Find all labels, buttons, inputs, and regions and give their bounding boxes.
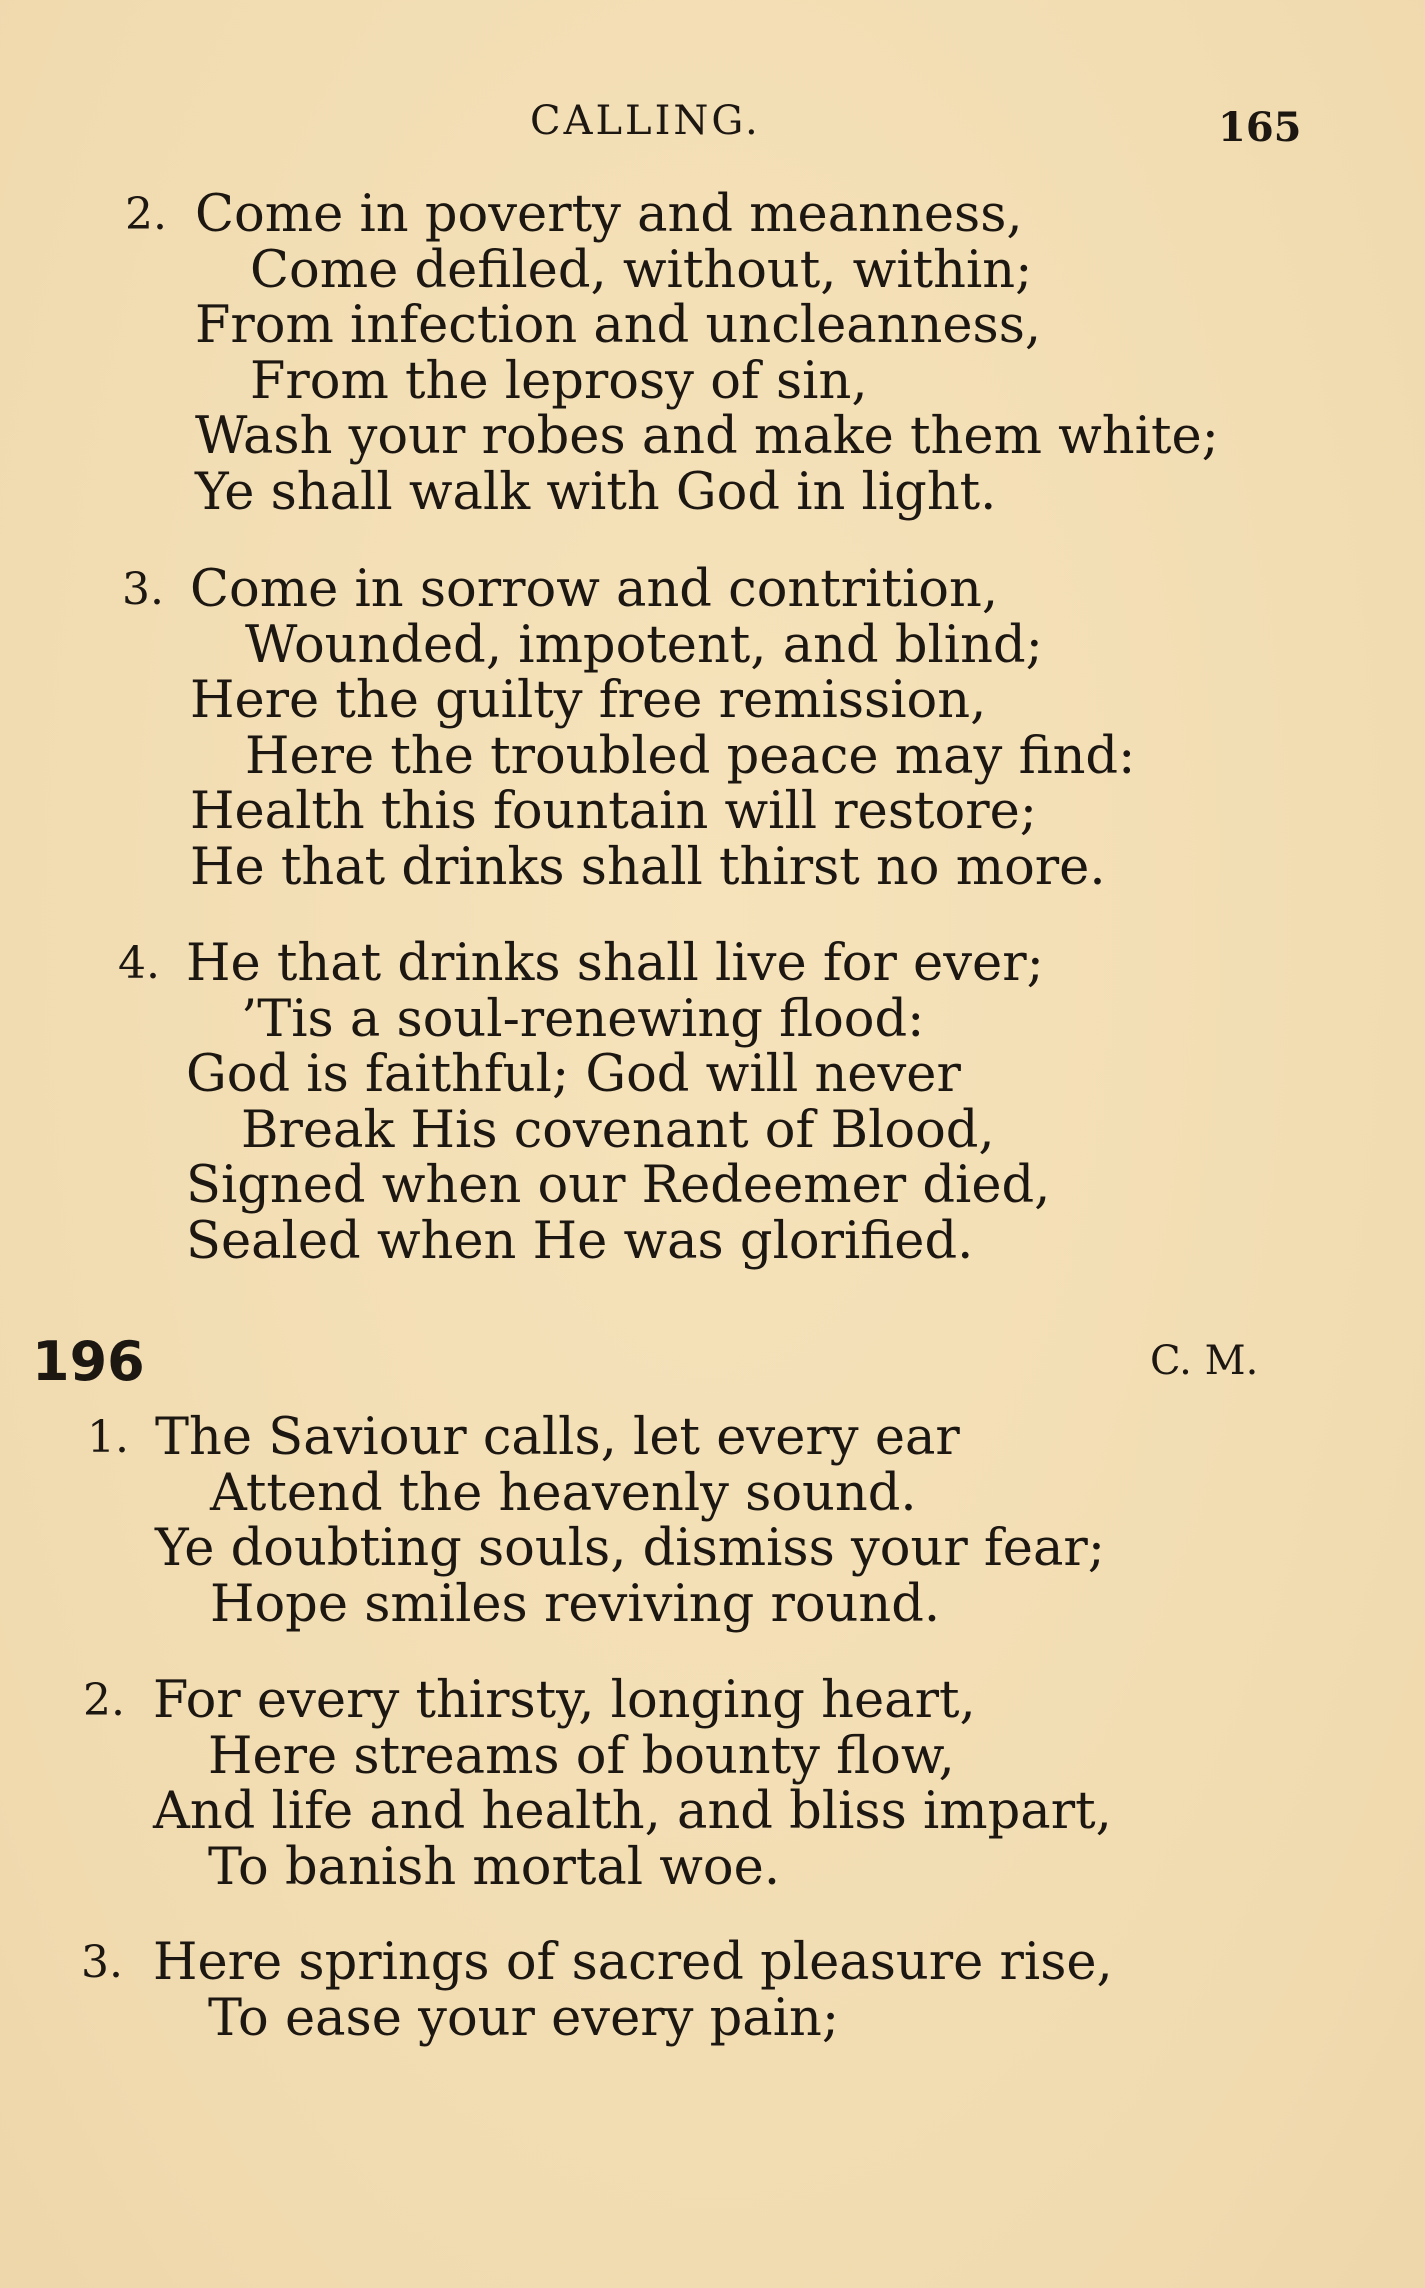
verse-line: Here the troubled peace may find:: [245, 726, 1136, 786]
verse-line: Come in sorrow and contrition,: [190, 560, 999, 619]
verse-line: Health this fountain will restore;: [190, 782, 1037, 841]
verse-line: Wounded, impotent, and blind;: [245, 615, 1043, 675]
verse-prev-4: [118, 934, 1051, 1271]
verse-line: From infection and uncleanness,: [195, 296, 1042, 355]
page-number: 165: [1218, 104, 1302, 151]
verse-line: To ease your every pain;: [208, 1988, 840, 2048]
hymn-number: 196: [32, 1330, 145, 1393]
verse-line: Break His covenant of Blood,: [241, 1100, 995, 1160]
verse-number: 2.: [83, 1675, 125, 1726]
verse-line: God is faithful; God will never: [186, 1045, 961, 1104]
verse-line: For every thirsty, longing heart,: [153, 1671, 976, 1730]
verse-line: Sealed when He was glorified.: [186, 1211, 974, 1271]
verse-line: Wash your robes and make them white;: [195, 407, 1219, 466]
verse-line: And life and health, and bliss impart,: [153, 1782, 1112, 1841]
verse-line: To banish mortal woe.: [208, 1837, 781, 1897]
verse-prev-3: [122, 560, 1136, 897]
hymn-verse-2: [83, 1671, 1112, 1897]
verse-line: Hope smiles reviving round.: [210, 1574, 941, 1634]
verse-line: Signed when our Redeemer died,: [186, 1156, 1051, 1215]
verse-number: 1.: [87, 1412, 129, 1463]
verse-number: 4.: [118, 938, 160, 989]
verse-line: He that drinks shall live for ever;: [186, 934, 1044, 993]
verse-line: Here the guilty free remission,: [190, 671, 987, 730]
verse-line: The Saviour calls, let every ear: [155, 1408, 960, 1467]
verse-line: Ye doubting souls, dismiss your fear;: [155, 1519, 1105, 1578]
verse-line: From the leprosy of sin,: [250, 351, 868, 411]
verse-line: Ye shall walk with God in light.: [195, 462, 997, 522]
verse-line: Here streams of bounty flow,: [208, 1726, 955, 1786]
verse-prev-2: [125, 185, 1219, 522]
verse-line: He that drinks shall thirst no more.: [190, 837, 1106, 897]
verse-line: Here springs of sacred pleasure rise,: [153, 1933, 1113, 1992]
hymn-verse-3: [81, 1933, 1113, 2048]
verse-number: 3.: [122, 564, 164, 615]
verse-line: Come in poverty and meanness,: [195, 185, 1023, 244]
verse-number: 3.: [81, 1937, 123, 1988]
hymn-meter: C. M.: [1150, 1338, 1259, 1384]
verse-line: Attend the heavenly sound.: [210, 1463, 917, 1523]
verse-line: ’Tis a soul-renewing flood:: [241, 989, 925, 1049]
running-head: CALLING.: [530, 98, 761, 144]
verse-number: 2.: [125, 189, 167, 240]
hymn-verse-1: [87, 1408, 1105, 1634]
verse-line: Come defiled, without, within;: [250, 240, 1033, 300]
